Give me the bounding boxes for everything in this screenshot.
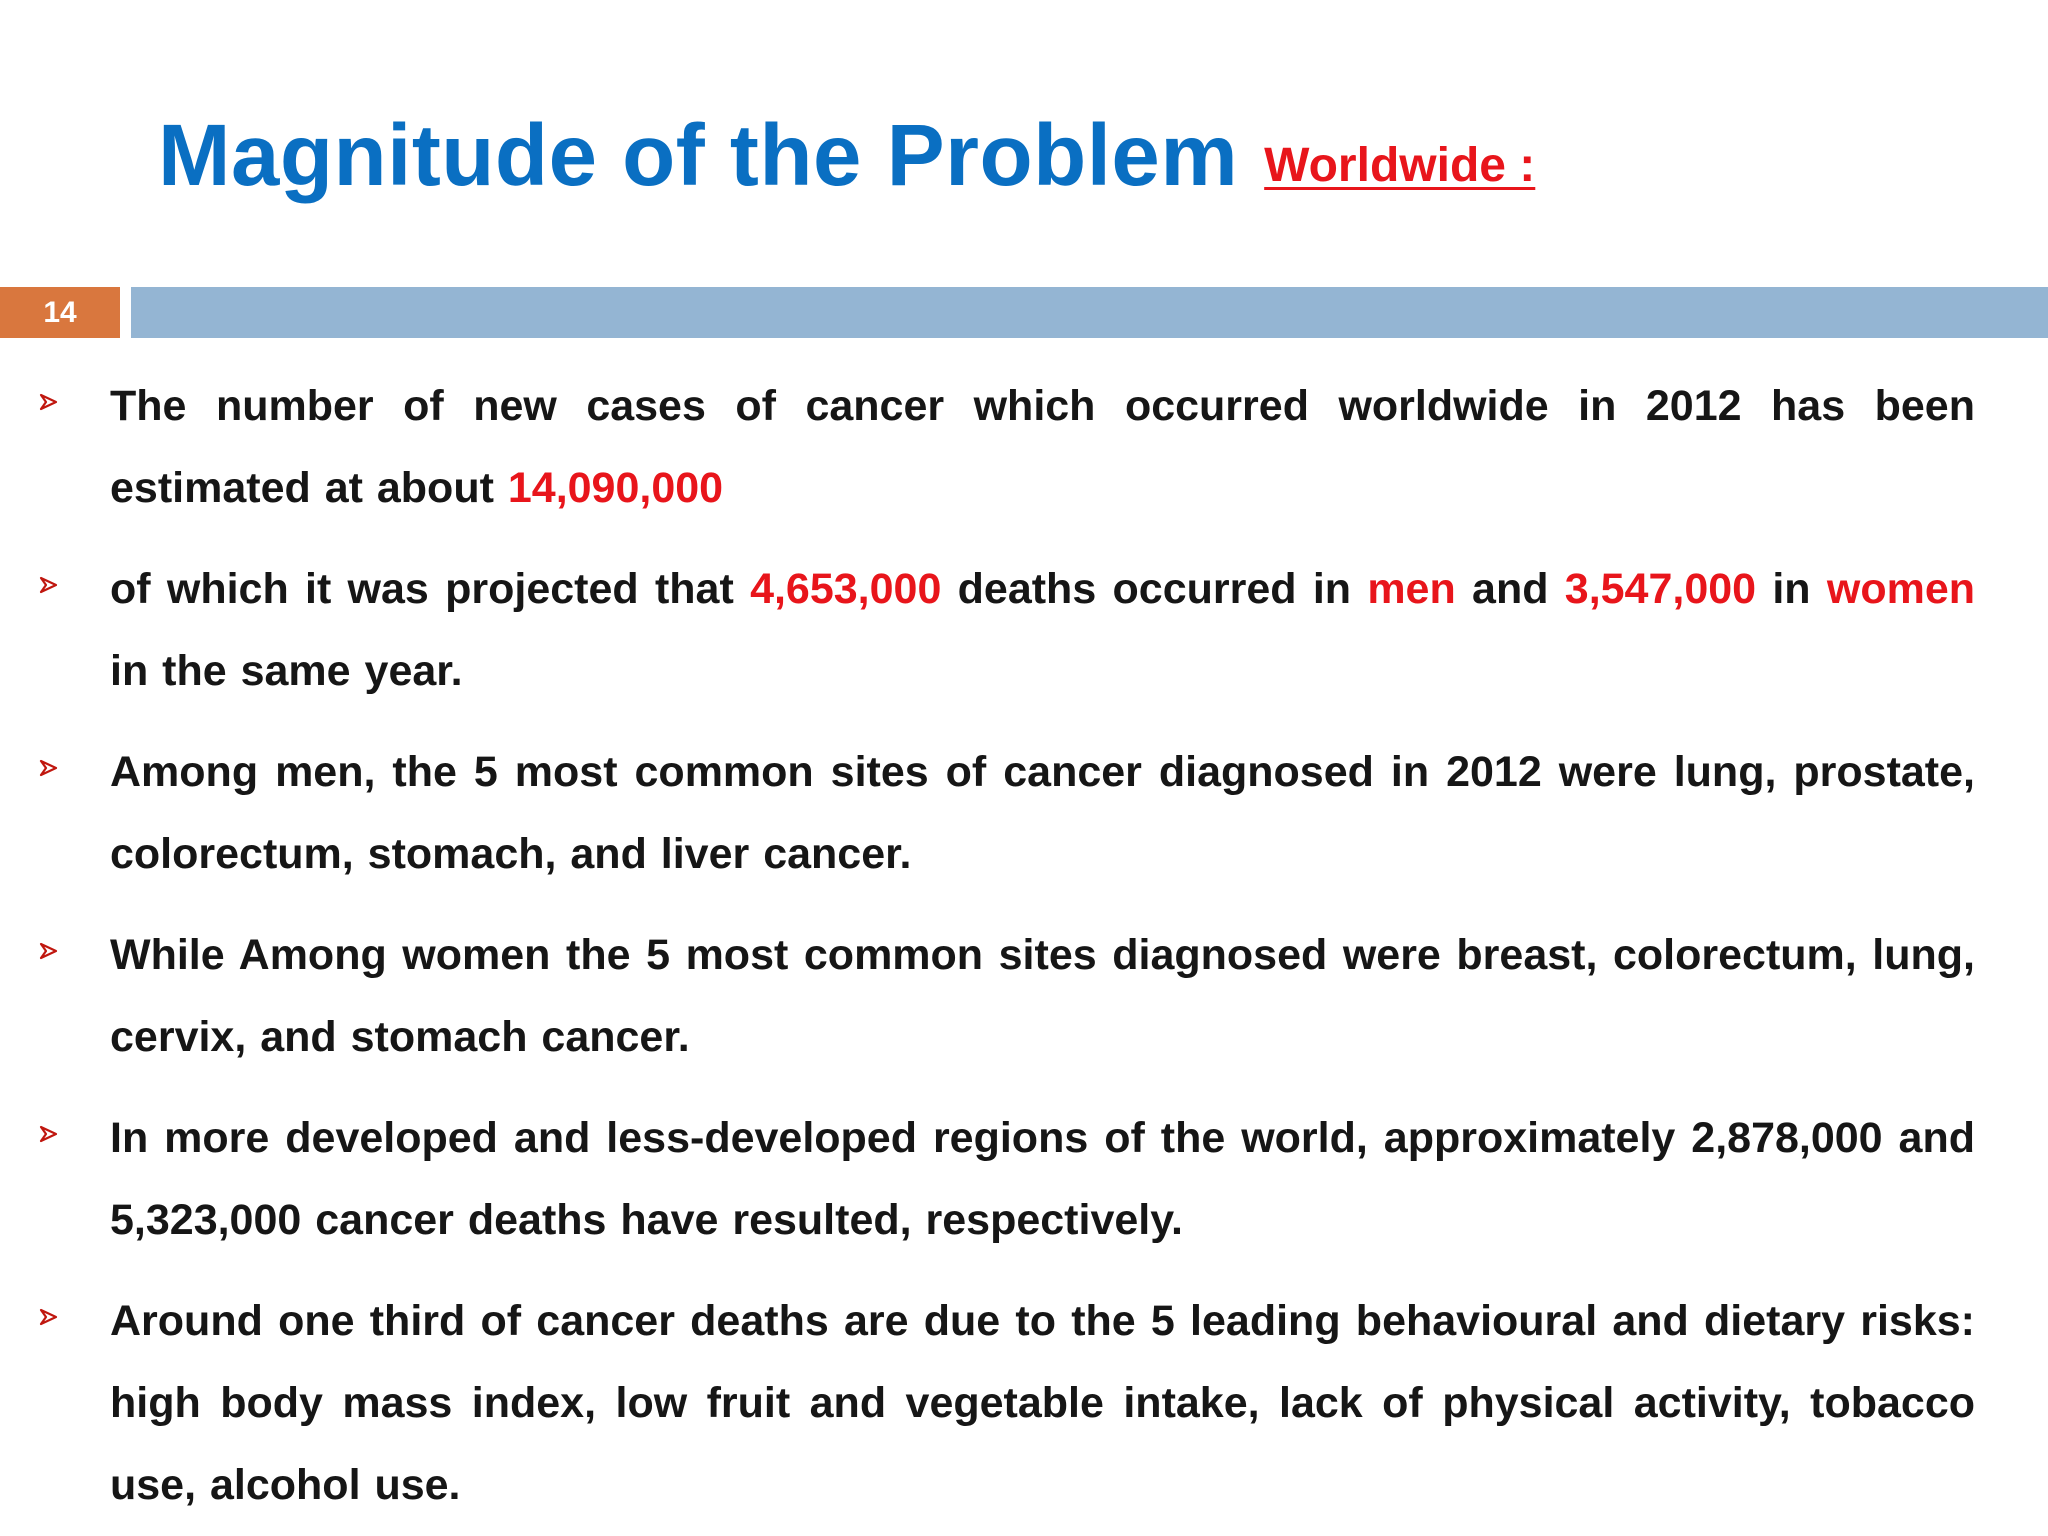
bullet-item xyxy=(0,548,2048,712)
arrow-bullet-icon xyxy=(38,391,60,413)
bullet-text xyxy=(110,731,1975,895)
bullet-text xyxy=(110,548,1975,712)
bullet-segment: Among men, the 5 most common sites of cancer diagnosed in 2012 were lung, prostate, colorectum, stomach, and liver cancer. xyxy=(110,748,1975,878)
bullet-segment: Around one third of cancer deaths are due to the 5 leading behavioural and dietary risks: high body mass index, low fruit and vegetable intake, lack of physical activity, tobacco use, alcohol use. xyxy=(110,1297,1975,1509)
bullet-highlight: 3,547,000 xyxy=(1564,565,1757,613)
bullet-item xyxy=(0,1097,2048,1261)
title-subtitle: Worldwide : xyxy=(1264,139,1536,192)
bullet-highlight: men xyxy=(1367,565,1456,613)
bullet-text xyxy=(110,1097,1975,1261)
bullet-text xyxy=(110,1280,1975,1526)
bullet-segment: in the same year. xyxy=(110,647,463,695)
arrow-bullet-icon xyxy=(38,940,60,962)
bullet-item xyxy=(0,365,2048,529)
bullet-list xyxy=(0,365,2048,1536)
bullet-segment: While Among women the 5 most common sites diagnosed were breast, colorectum, lung, cervix, and stomach cancer. xyxy=(110,931,1975,1061)
bullet-segment: deaths occurred in xyxy=(941,565,1368,613)
arrow-bullet-icon xyxy=(38,574,60,596)
arrow-bullet-icon xyxy=(38,1123,60,1145)
bullet-text xyxy=(110,365,1975,529)
bullet-item xyxy=(0,1280,2048,1526)
bullet-segment: of which it was projected that xyxy=(110,565,751,613)
bullet-item xyxy=(0,914,2048,1078)
bullet-segment: The number of new cases of cancer which occurred worldwide in 2012 has been estimated at about xyxy=(110,382,1975,512)
bullet-highlight: 14,090,000 xyxy=(507,464,724,512)
bullet-highlight: women xyxy=(1826,565,1976,613)
bullet-segment: in xyxy=(1756,565,1827,613)
title-text: Magnitude of the Problem xyxy=(158,107,1239,204)
arrow-bullet-icon xyxy=(38,1306,60,1328)
slide-title xyxy=(158,107,1536,204)
bullet-highlight: 4,653,000 xyxy=(750,565,942,613)
bullet-segment: and xyxy=(1455,565,1565,613)
bullet-segment: In more developed and less-developed regions of the world, approximately 2,878,000 and 5,323,000 cancer deaths have resulted, respectively. xyxy=(110,1114,1975,1244)
header-bar xyxy=(131,287,2048,338)
arrow-bullet-icon xyxy=(38,757,60,779)
slide-number-badge: 14 xyxy=(0,287,120,338)
bullet-item xyxy=(0,731,2048,895)
bullet-text xyxy=(110,914,1975,1078)
